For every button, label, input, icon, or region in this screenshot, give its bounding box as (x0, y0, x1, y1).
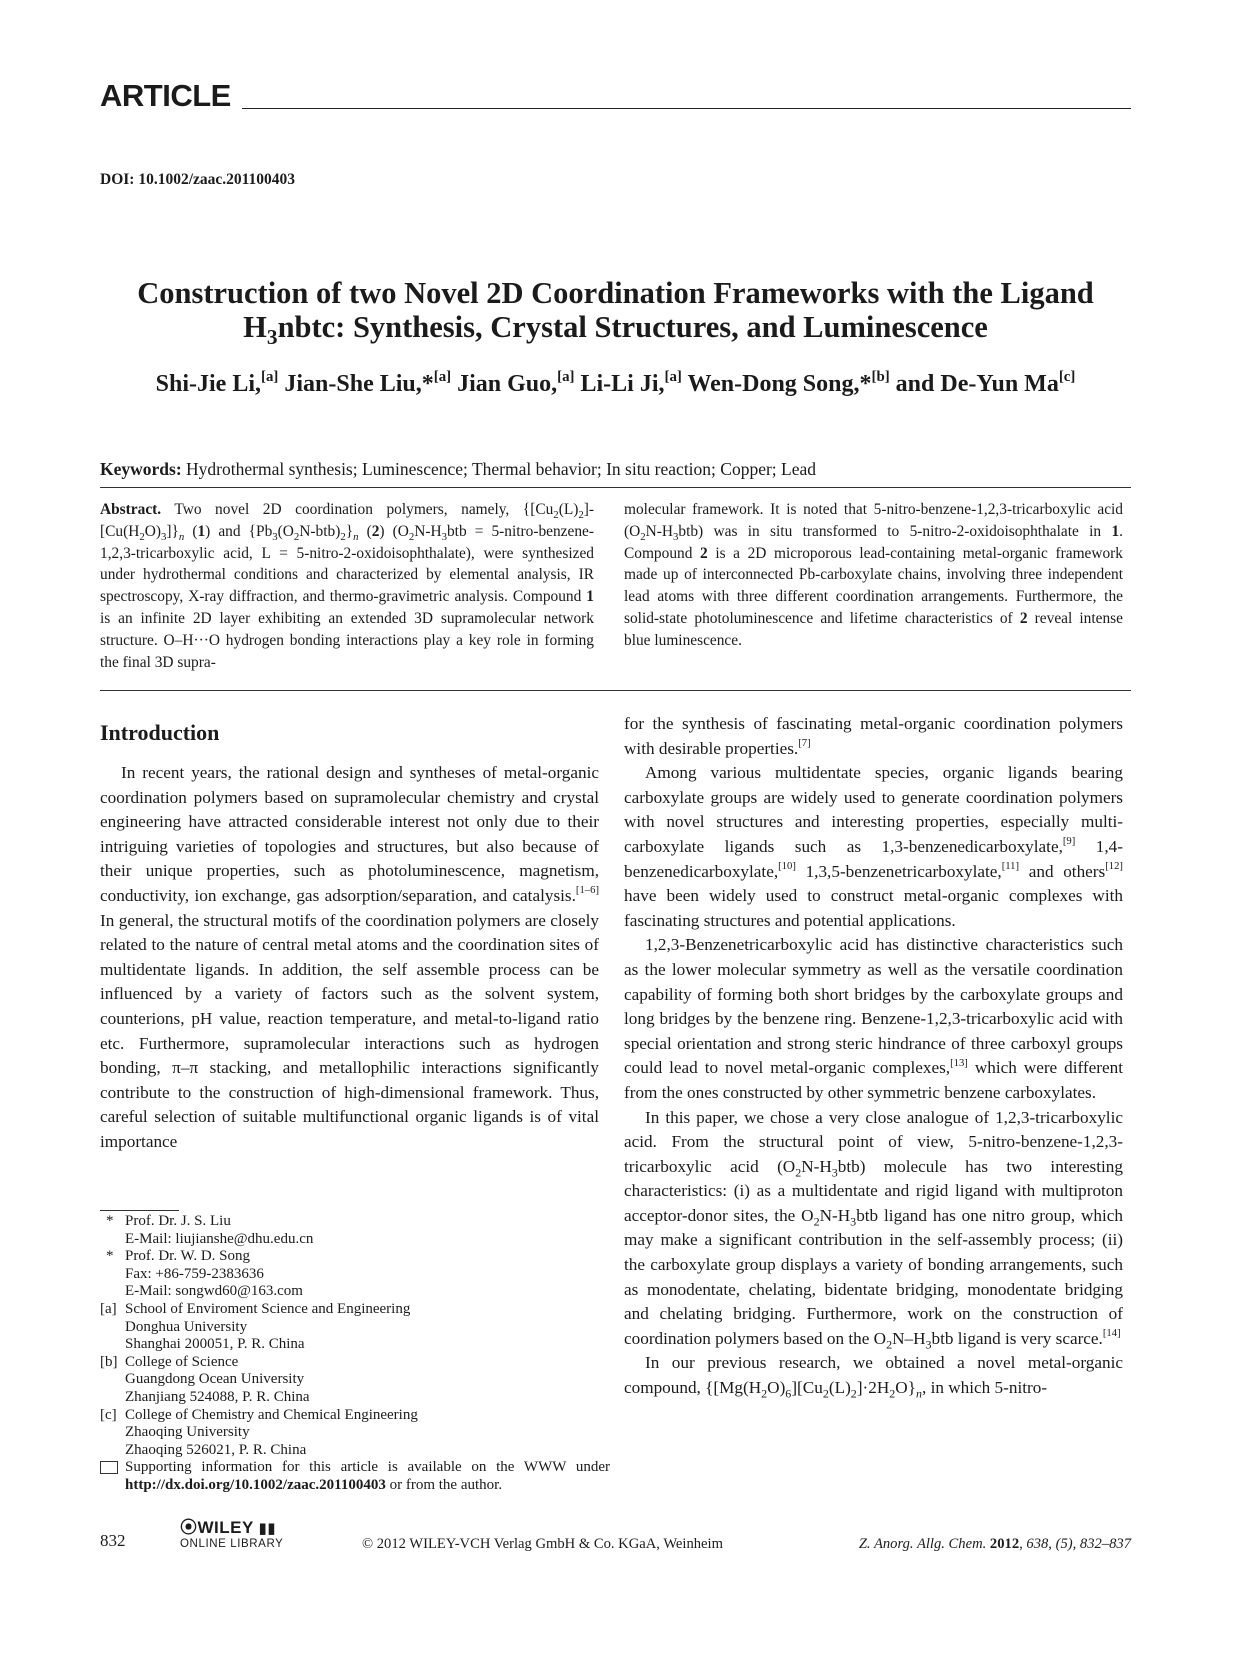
intro-right-column (624, 712, 1123, 1401)
footnote-item: [c] College of Chemistry and Chemical Engineering Zhaoqing University Zhaoqing 526021, P. R. China (100, 1406, 418, 1458)
wiley-logo-text: ⦿WILEY ▮▮ (180, 1518, 277, 1537)
intro-paragraph: for the synthesis of fascinating metal-organic coordination polymers with desirable properties.[7] (624, 714, 1123, 758)
abstract-label: Abstract. (100, 501, 162, 518)
doi: DOI: 10.1002/zaac.201100403 (100, 171, 296, 188)
keywords (100, 459, 1131, 480)
copyright: © 2012 WILEY-VCH Verlag GmbH & Co. KGaA, Weinheim (362, 1536, 723, 1552)
footnote-item: [b] College of Science Guangdong Ocean University Zhanjiang 524088, P. R. China (100, 1353, 310, 1405)
footnote-rule (100, 1210, 179, 1211)
footnote-item: * Prof. Dr. J. S. Liu E-Mail: liujianshe@dhu.edu.cn (106, 1213, 314, 1247)
intro-paragraph: Among various multidentate species, organic ligands bearing carboxylate groups are widely used to generate coordination polymers with novel structures and interesting properties, especially multi-carboxylate ligands such as 1,3-benzenedicarboxylate,[9] 1,4-benzenedicarboxylate,[10] 1,3,5-benzenetricarboxylate,[11] and others[12] have been widely used to construct metal-organic complexes with fascinating structures and potential applications. (624, 763, 1123, 930)
supporting-info-link: http://dx.doi.org/10.1002/zaac.201100403 (125, 1476, 386, 1493)
wiley-online-library-logo (180, 1519, 283, 1550)
intro-paragraph: In our previous research, we obtained a novel metal-organic compound, $\{[Mg(H_2O)_6][Cu_2(L)_2]\cdot 2H_2O\}_n$, in which 5-nitro- (624, 1353, 1123, 1401)
keywords-text: Hydrothermal synthesis; Luminescence; Thermal behavior; In situ reaction; Copper; Lead (186, 459, 817, 479)
wiley-emblem-icon: ⦿ (180, 1518, 198, 1537)
intro-paragraph: 1,2,3-Benzenetricarboxylic acid has distinctive characteristics such as the lower molecular symmetry as well as the versatile coordination capability of forming both short bridges by the carboxylate groups and long bridges by the benzene ring. Benzene-1,2,3-tricarboxylic acid with special orientation and strong steric hindrance of three carboxyl groups could lead to novel metal-organic complexes,[13] which were different from the ones constructed by other symmetric benzene carboxylates. (624, 935, 1123, 1102)
computer-icon (100, 1461, 118, 1474)
header-rule (242, 108, 1131, 109)
abstract-rule (100, 690, 1131, 691)
abstract-right: molecular framework. It is noted that 5-nitro-benzene-1,2,3-tricarboxylic acid $(O_2N-H_3btb)$ was in situ transformed to 5-nitro-2-oxidoisophthalate in 1. Compound 2 is a 2D microporous lead-containing metal-organic framework made up of interconnected Pb-carboxylate chains, involving three independent lead atoms with three different coordination arrangements. Furthermore, the solid-state photoluminescence and lifetime characteristics of 2 reveal intense blue luminescence. (624, 501, 1123, 649)
intro-paragraph: In this paper, we chose a very close analogue of 1,2,3-tricarboxylic acid. From the structural point of view, 5-nitro-benzene-1,2,3-tricarboxylic acid $(O_2N-H_3btb)$ molecule has two interesting characteristics: (i) as a multidentate and rigid ligand with multiproton acceptor-donor sites, the $O_2N-H_3btb$ ligand has one nitro group, which may make a significant contribution in the self-assembly process; (ii) the carboxylate group displays a variety of bonding arrangements, such as monodentate, chelating, bidentate bridging, monodentate bridging and chelating bridging. Furthermore, work on the construction of coordination polymers based on the $O_2N-H_3btb$ ligand is very scarce.[14] (624, 1107, 1123, 1352)
journal-citation: Z. Anorg. Allg. Chem. 2012, 638, (5), 832–837 (858, 1536, 1131, 1552)
wiley-logo-subtext: ONLINE LIBRARY (180, 1538, 284, 1550)
supporting-info: Supporting information for this article is available on the WWW under http://dx.doi.org/10.1002/zaac.201100403 or from the author. (100, 1459, 610, 1494)
footnote-item: [a] School of Enviroment Science and Engineering Donghua University Shanghai 200051, P. R. China (100, 1300, 411, 1353)
footnotes (100, 1213, 610, 1495)
page-number: 832 (100, 1531, 126, 1550)
abstract-left: Abstract. Two novel 2D coordination polymers, namely, $\{[Cu_2(L)_2]-[Cu(H_2O)_3]\}_n$ (1) and $\{Pb_3(O_2N-btb)_2\}_n$ (2) ($O_2N-H_3btb$ = 5-nitro-benzene-1,2,3-tricarboxylic acid, L = 5-nitro-2-oxidoisophthalate), were synthesized under hydrothermal conditions and characterized by elemental analysis, IR spectroscopy, X-ray diffraction, and thermo-gravimetric analysis. Compound 1 is an infinite 2D layer exhibiting an extended 3D supramolecular network structure. O–H···O hydrogen bonding interactions play a key role in forming the final 3D supra- (100, 501, 594, 671)
wiley-book-icon: ▮▮ (253, 1520, 277, 1537)
author-list: Shi-Jie Li,[a] Jian-She Liu,*[a] Jian Guo,[a] Li-Li Ji,[a] Wen-Dong Song,*[b] and De-Yun Ma[c] (155, 368, 1076, 397)
intro-left-column (100, 761, 599, 1155)
section-heading-introduction: Introduction (100, 720, 220, 745)
intro-paragraph: In recent years, the rational design and syntheses of metal-organic coordination polymers based on supramolecular chemistry and crystal engineering have attracted considerable interest not only due to their intriguing varieties of topologies and structures, but also because of their unique properties, such as photoluminescence, magnetism, conductivity, ion exchange, gas adsorption/separation, and catalysis.[1–6] In general, the structural motifs of the coordination polymers are closely related to the nature of central metal atoms and the coordination sites of multidentate ligands. In addition, the self assemble process can be influenced by a variety of factors such as the solvent system, counterions, pH value, reaction temperature, and metal-to-ligand ratio etc. Furthermore, supramolecular interactions such as hydrogen bonding, π–π stacking, and metallophilic interactions significantly contribute to the construction of high-dimensional framework. Thus, careful selection of suitable multifunctional organic ligands is of vital importance (100, 763, 599, 1151)
paper-title: Construction of two Novel 2D Coordination Frameworks with the Ligand $H_3nbtc$: Synthesis, Crystal Structures, and Luminescence (137, 276, 1094, 350)
keywords-rule (100, 487, 1131, 488)
footnote-item: * Prof. Dr. W. D. Song Fax: +86-759-2383636 E-Mail: songwd60@163.com (106, 1248, 303, 1300)
article-label: ARTICLE (100, 78, 231, 113)
keywords-label: Keywords: (100, 459, 182, 479)
